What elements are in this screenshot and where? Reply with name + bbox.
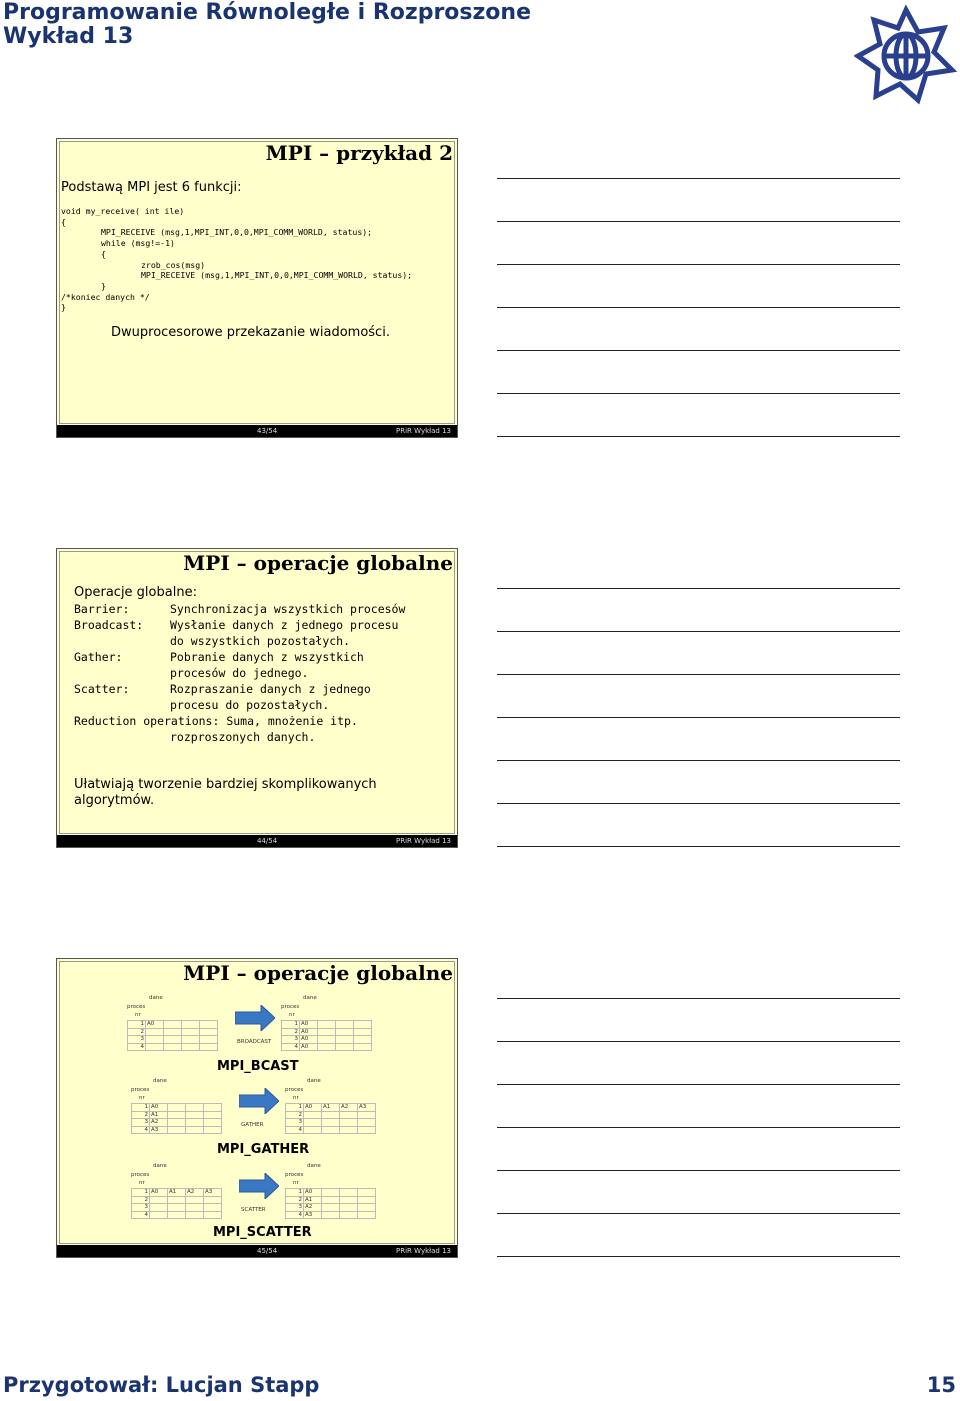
op-desc: Synchronizacja wszystkich procesów xyxy=(170,602,406,616)
grid-row xyxy=(282,1028,372,1036)
grid-cell: 3 xyxy=(132,1204,150,1212)
grid-row xyxy=(132,1204,222,1212)
grid-cell: A0 xyxy=(300,1028,318,1036)
grid-cell: 2 xyxy=(128,1028,146,1036)
grid-row xyxy=(286,1196,376,1204)
note-line xyxy=(497,221,900,222)
grid-cell xyxy=(304,1126,322,1134)
grid-cell xyxy=(186,1126,204,1134)
grid-cell: 4 xyxy=(132,1211,150,1219)
code-line: } xyxy=(101,280,106,291)
grid-cell xyxy=(340,1126,358,1134)
grid-cell xyxy=(186,1196,204,1204)
grid-cell: 4 xyxy=(128,1043,146,1051)
op-scatter xyxy=(74,681,405,697)
grid-cell: A1 xyxy=(150,1111,168,1119)
grid-cell xyxy=(186,1204,204,1212)
grid-cell xyxy=(340,1211,358,1219)
data-grid xyxy=(285,1103,376,1134)
grid-cell xyxy=(322,1126,340,1134)
grid-cell xyxy=(354,1043,372,1051)
grid-cell xyxy=(304,1111,322,1119)
slide-page-number: 43/54 xyxy=(257,427,278,435)
note-line xyxy=(497,1170,900,1171)
grid-cell xyxy=(182,1021,200,1029)
grid-cell: 3 xyxy=(282,1036,300,1044)
op-broadcast xyxy=(74,617,405,633)
right-arrow-icon xyxy=(239,1088,279,1114)
grid-cell: 3 xyxy=(286,1119,304,1127)
note-line xyxy=(497,1127,900,1128)
slide-43 xyxy=(56,138,458,438)
op-reduction: Reduction operations: Suma, mnożenie itp. xyxy=(74,714,358,728)
grid-cell xyxy=(322,1211,340,1219)
op-desc-cont: procesów do jednego. xyxy=(170,666,309,680)
grid-cell xyxy=(168,1204,186,1212)
diagram-proces-label: proces xyxy=(285,1172,304,1178)
university-globe-logo-icon xyxy=(854,4,958,108)
op-desc: Pobranie danych z wszystkich xyxy=(170,650,364,664)
grid-cell: A0 xyxy=(304,1189,322,1197)
code-line: /*koniec danych */ xyxy=(61,291,150,302)
grid-cell xyxy=(204,1204,222,1212)
grid-cell xyxy=(168,1126,186,1134)
grid-cell: 1 xyxy=(132,1189,150,1197)
grid-cell xyxy=(318,1036,336,1044)
op-desc: Wysłanie danych z jednego procesu xyxy=(170,618,399,632)
note-line xyxy=(497,846,900,847)
grid-cell xyxy=(164,1036,182,1044)
grid-cell xyxy=(146,1036,164,1044)
grid-row xyxy=(282,1021,372,1029)
code-line: MPI_RECEIVE (msg,1,MPI_INT,0,0,MPI_COMM_WORLD, status); xyxy=(141,270,413,281)
grid-cell: A0 xyxy=(146,1021,164,1029)
grid-cell xyxy=(146,1028,164,1036)
grid-cell xyxy=(340,1189,358,1197)
grid-cell xyxy=(186,1104,204,1112)
note-line xyxy=(497,178,900,179)
data-grid xyxy=(285,1188,376,1219)
operation-label: GATHER xyxy=(241,1122,264,1128)
grid-cell xyxy=(186,1111,204,1119)
right-arrow-icon xyxy=(239,1173,279,1199)
grid-cell xyxy=(318,1028,336,1036)
grid-cell: A0 xyxy=(150,1189,168,1197)
op-name: Gather: xyxy=(74,650,123,664)
grid-cell xyxy=(186,1211,204,1219)
op-reduction-cont: rozproszonych danych. xyxy=(170,730,316,744)
grid-row xyxy=(128,1028,218,1036)
grid-cell: 1 xyxy=(132,1104,150,1112)
grid-cell xyxy=(150,1196,168,1204)
data-grid xyxy=(127,1020,218,1051)
diagram-nr-label: nr xyxy=(293,1095,299,1101)
data-grid xyxy=(131,1188,222,1219)
grid-cell xyxy=(168,1119,186,1127)
diagram-nr-label: nr xyxy=(135,1012,141,1018)
grid-cell: 2 xyxy=(286,1111,304,1119)
grid-cell xyxy=(354,1028,372,1036)
grid-cell xyxy=(354,1021,372,1029)
diagram-caption: MPI_SCATTER xyxy=(213,1225,312,1240)
grid-cell xyxy=(168,1211,186,1219)
diagram-dane-label: dane xyxy=(153,1078,167,1084)
author-footer: Przygotował: Lucjan Stapp xyxy=(3,1373,320,1397)
grid-cell xyxy=(336,1043,354,1051)
diagram-dane-label: dane xyxy=(153,1163,167,1169)
data-grid xyxy=(131,1103,222,1134)
grid-cell xyxy=(322,1204,340,1212)
grid-row xyxy=(128,1021,218,1029)
grid-cell xyxy=(182,1043,200,1051)
grid-cell: A0 xyxy=(150,1104,168,1112)
grid-cell xyxy=(168,1104,186,1112)
grid-cell xyxy=(164,1028,182,1036)
note-line xyxy=(497,1256,900,1257)
global-ops-list xyxy=(74,601,405,745)
grid-cell: 2 xyxy=(132,1196,150,1204)
note-line xyxy=(497,631,900,632)
grid-cell xyxy=(164,1021,182,1029)
grid-row xyxy=(286,1189,376,1197)
diagram-dane-label: dane xyxy=(307,1163,321,1169)
note-line xyxy=(497,1041,900,1042)
note-line xyxy=(497,307,900,308)
document-header-lecture: Wykład 13 xyxy=(3,24,134,49)
diagram-caption: MPI_BCAST xyxy=(217,1059,299,1074)
slide-lecture-label: PRiR Wykład 13 xyxy=(396,837,451,845)
grid-cell xyxy=(168,1111,186,1119)
document-header-title: Programowanie Równoległe i Rozproszone xyxy=(3,0,531,25)
grid-cell: 1 xyxy=(282,1021,300,1029)
code-line: } xyxy=(61,302,66,313)
summary-line: Ułatwiają tworzenie bardziej skomplikowanych xyxy=(74,777,377,792)
grid-cell: 4 xyxy=(132,1126,150,1134)
grid-row xyxy=(286,1104,376,1112)
grid-cell: A0 xyxy=(300,1043,318,1051)
grid-row xyxy=(132,1104,222,1112)
code-line: { xyxy=(101,248,106,259)
grid-cell xyxy=(340,1196,358,1204)
grid-cell xyxy=(204,1196,222,1204)
grid-cell: 1 xyxy=(286,1189,304,1197)
grid-cell: 2 xyxy=(282,1028,300,1036)
grid-row xyxy=(282,1036,372,1044)
summary-line: algorytmów. xyxy=(74,793,155,808)
grid-cell: A3 xyxy=(358,1104,376,1112)
slide-page-number: 44/54 xyxy=(257,837,278,845)
grid-cell xyxy=(340,1111,358,1119)
note-line xyxy=(497,264,900,265)
slide-note: Dwuprocesorowe przekazanie wiadomości. xyxy=(111,325,390,340)
grid-row xyxy=(128,1036,218,1044)
slide-45 xyxy=(56,958,458,1258)
grid-cell xyxy=(150,1211,168,1219)
grid-cell: A2 xyxy=(150,1119,168,1127)
slide-footer xyxy=(57,835,457,847)
note-line xyxy=(497,998,900,999)
note-line xyxy=(497,674,900,675)
slide-footer xyxy=(57,1245,457,1257)
slide-page-number: 45/54 xyxy=(257,1247,278,1255)
grid-cell xyxy=(336,1036,354,1044)
page-number: 15 xyxy=(926,1373,956,1397)
op-desc: Rozpraszanie danych z jednego xyxy=(170,682,371,696)
op-barrier xyxy=(74,601,405,617)
grid-cell xyxy=(358,1196,376,1204)
grid-cell xyxy=(358,1211,376,1219)
grid-cell xyxy=(336,1028,354,1036)
grid-row xyxy=(128,1043,218,1051)
grid-row xyxy=(286,1126,376,1134)
code-line: { xyxy=(61,216,66,227)
code-block xyxy=(61,206,412,313)
grid-cell xyxy=(204,1104,222,1112)
diagram-nr-label: nr xyxy=(139,1180,145,1186)
grid-cell: 3 xyxy=(132,1119,150,1127)
slide-lecture-label: PRiR Wykład 13 xyxy=(396,1247,451,1255)
grid-cell xyxy=(182,1036,200,1044)
grid-cell xyxy=(358,1126,376,1134)
grid-cell: A1 xyxy=(322,1104,340,1112)
slide-summary xyxy=(74,777,377,809)
grid-cell: A1 xyxy=(304,1196,322,1204)
grid-cell xyxy=(322,1111,340,1119)
diagram-proces-label: proces xyxy=(285,1087,304,1093)
grid-row xyxy=(132,1189,222,1197)
grid-row xyxy=(286,1119,376,1127)
op-name: Scatter: xyxy=(74,682,130,696)
grid-row xyxy=(132,1126,222,1134)
grid-cell: 4 xyxy=(282,1043,300,1051)
grid-cell xyxy=(322,1196,340,1204)
grid-row xyxy=(282,1043,372,1051)
note-line xyxy=(497,1084,900,1085)
note-line xyxy=(497,1213,900,1214)
grid-cell: A3 xyxy=(304,1211,322,1219)
grid-cell xyxy=(358,1189,376,1197)
diagram-dane-label: dane xyxy=(307,1078,321,1084)
right-arrow-icon xyxy=(235,1005,275,1031)
note-line xyxy=(497,350,900,351)
grid-cell xyxy=(358,1119,376,1127)
grid-row xyxy=(286,1111,376,1119)
op-gather xyxy=(74,649,405,665)
diagram-dane-label: dane xyxy=(303,995,317,1001)
grid-cell xyxy=(200,1036,218,1044)
slide-title: MPI – przykład 2 xyxy=(265,141,453,165)
grid-cell: 1 xyxy=(128,1021,146,1029)
grid-cell: 4 xyxy=(286,1211,304,1219)
operation-label: BROADCAST xyxy=(237,1039,272,1045)
diagram-dane-label: dane xyxy=(149,995,163,1001)
diagram-nr-label: nr xyxy=(293,1180,299,1186)
diagram-nr-label: nr xyxy=(289,1012,295,1018)
grid-cell xyxy=(200,1021,218,1029)
grid-cell xyxy=(204,1211,222,1219)
grid-cell xyxy=(358,1111,376,1119)
diagram-nr-label: nr xyxy=(139,1095,145,1101)
op-name: Broadcast: xyxy=(74,618,144,632)
grid-cell xyxy=(322,1119,340,1127)
code-line: while (msg!=-1) xyxy=(101,238,175,249)
grid-cell xyxy=(150,1204,168,1212)
grid-cell: A0 xyxy=(300,1021,318,1029)
diagram-proces-label: proces xyxy=(131,1087,150,1093)
note-line xyxy=(497,803,900,804)
grid-cell: 3 xyxy=(128,1036,146,1044)
grid-row xyxy=(132,1211,222,1219)
diagram-proces-label: proces xyxy=(127,1004,146,1010)
grid-cell xyxy=(164,1043,182,1051)
slide-44 xyxy=(56,548,458,848)
grid-cell xyxy=(200,1028,218,1036)
note-line xyxy=(497,393,900,394)
note-line xyxy=(497,436,900,437)
code-line: MPI_RECEIVE (msg,1,MPI_INT,0,0,MPI_COMM_WORLD, status); xyxy=(101,227,373,238)
grid-cell xyxy=(318,1021,336,1029)
grid-cell: A3 xyxy=(150,1126,168,1134)
grid-row xyxy=(132,1119,222,1127)
slide-footer xyxy=(57,425,457,437)
diagram-proces-label: proces xyxy=(131,1172,150,1178)
grid-row xyxy=(286,1204,376,1212)
grid-cell xyxy=(304,1119,322,1127)
note-line xyxy=(497,588,900,589)
grid-cell xyxy=(340,1204,358,1212)
grid-row xyxy=(286,1211,376,1219)
slide-title: MPI – operacje globalne xyxy=(183,551,453,575)
code-line: void my_receive( int ile) xyxy=(61,206,185,216)
grid-cell xyxy=(168,1196,186,1204)
code-line: zrob_cos(msg) xyxy=(141,259,206,270)
grid-cell xyxy=(354,1036,372,1044)
grid-cell xyxy=(358,1204,376,1212)
grid-cell: A0 xyxy=(300,1036,318,1044)
op-name: Barrier: xyxy=(74,602,130,616)
grid-cell xyxy=(146,1043,164,1051)
grid-cell: A2 xyxy=(340,1104,358,1112)
grid-cell xyxy=(200,1043,218,1051)
grid-cell: 1 xyxy=(286,1104,304,1112)
grid-cell xyxy=(336,1021,354,1029)
grid-cell: A1 xyxy=(168,1189,186,1197)
grid-cell xyxy=(318,1043,336,1051)
grid-cell: 2 xyxy=(132,1111,150,1119)
grid-cell: A0 xyxy=(304,1104,322,1112)
grid-cell xyxy=(204,1119,222,1127)
note-line xyxy=(497,717,900,718)
grid-cell: A3 xyxy=(204,1189,222,1197)
grid-cell xyxy=(182,1028,200,1036)
grid-cell xyxy=(204,1111,222,1119)
diagram-caption: MPI_GATHER xyxy=(217,1142,310,1157)
operation-label: SCATTER xyxy=(241,1207,266,1213)
grid-cell: A2 xyxy=(304,1204,322,1212)
grid-cell xyxy=(204,1126,222,1134)
grid-cell: A2 xyxy=(186,1189,204,1197)
data-grid xyxy=(281,1020,372,1051)
grid-cell: 2 xyxy=(286,1196,304,1204)
grid-cell xyxy=(322,1189,340,1197)
diagram-proces-label: proces xyxy=(281,1004,300,1010)
op-desc-cont: procesu do pozostałych. xyxy=(170,698,330,712)
grid-row xyxy=(132,1111,222,1119)
grid-cell xyxy=(340,1119,358,1127)
op-desc-cont: do wszystkich pozostałych. xyxy=(170,634,351,648)
grid-cell: 3 xyxy=(286,1204,304,1212)
grid-row xyxy=(132,1196,222,1204)
grid-cell xyxy=(186,1119,204,1127)
slide-intro: Operacje globalne: xyxy=(74,585,197,600)
grid-cell: 4 xyxy=(286,1126,304,1134)
slide-intro: Podstawą MPI jest 6 funkcji: xyxy=(61,180,242,195)
note-line xyxy=(497,760,900,761)
slide-title: MPI – operacje globalne xyxy=(183,961,453,985)
slide-lecture-label: PRiR Wykład 13 xyxy=(396,427,451,435)
